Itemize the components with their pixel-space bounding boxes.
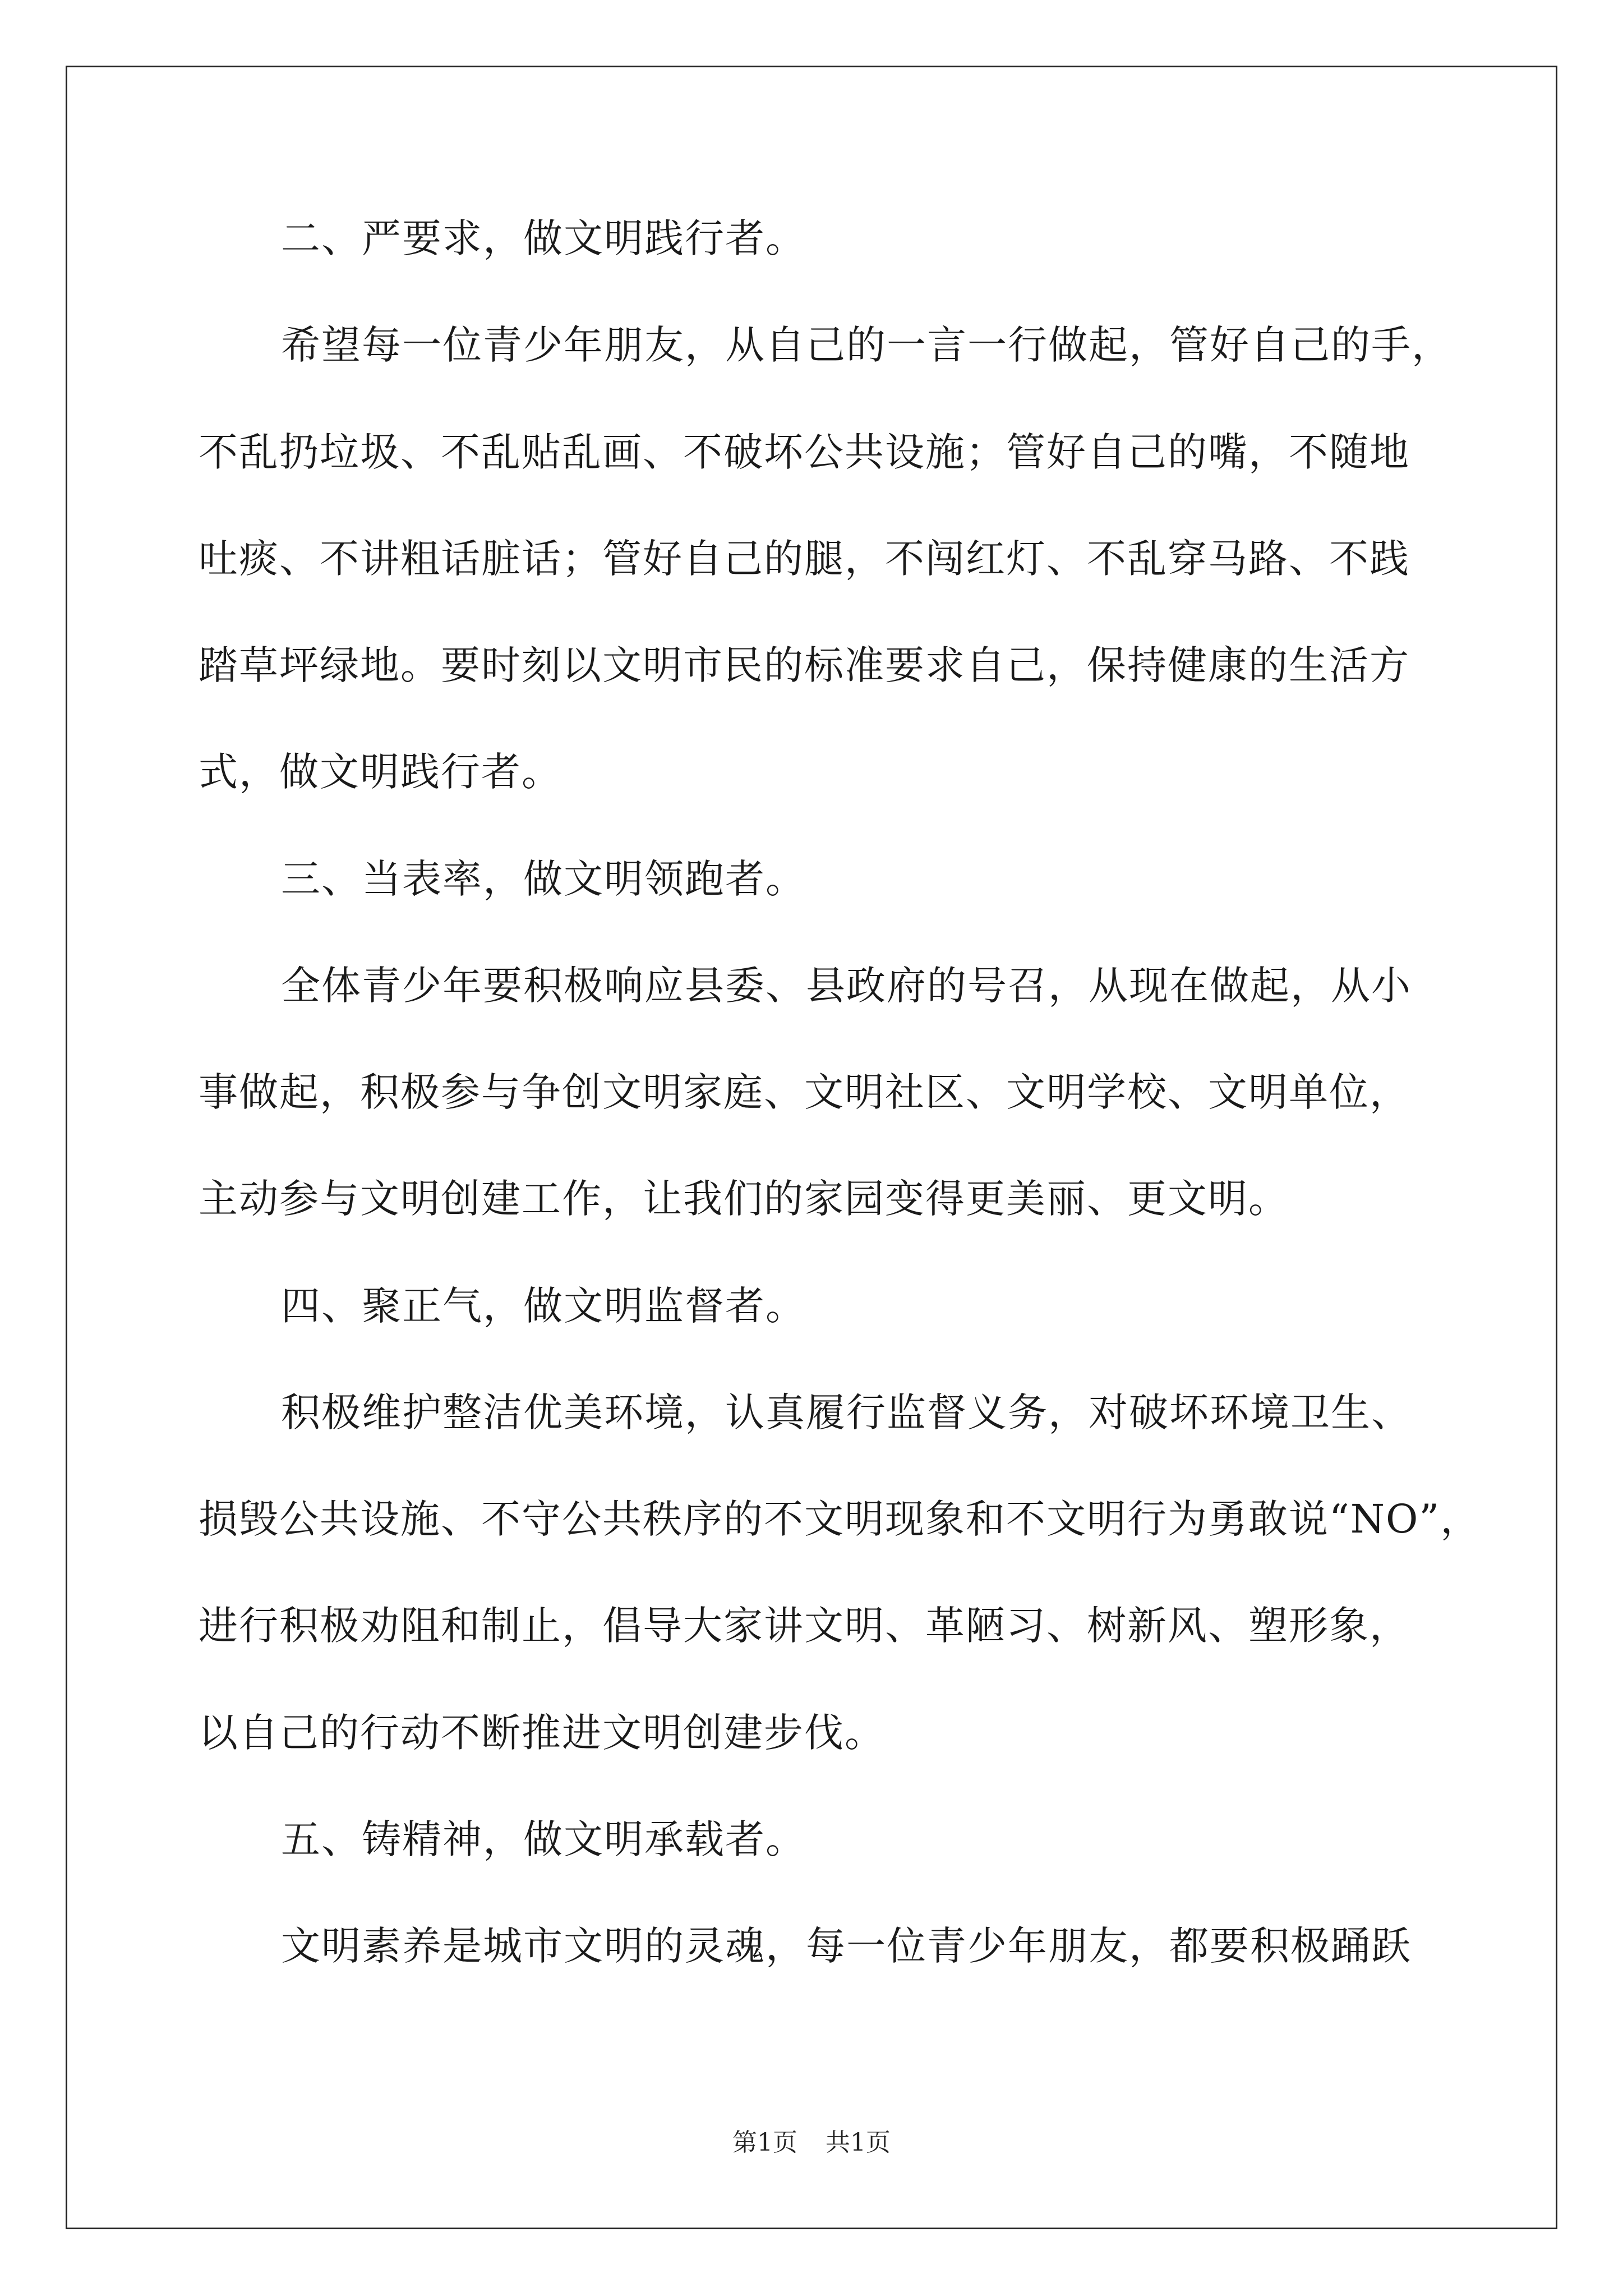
paragraph-line: 吐痰、不讲粗话脏话；管好自己的腿，不闯红灯、不乱穿马路、不践 [199,536,1410,582]
heading-section-3: 三、当表率，做文明领跑者。 [281,856,806,902]
paragraph-line: 全体青少年要积极响应县委、县政府的号召，从现在做起，从小 [281,963,1412,1009]
heading-section-5: 五、铸精神，做文明承载者。 [281,1816,806,1862]
paragraph-line: 希望每一位青少年朋友，从自己的一言一行做起，管好自己的手， [281,322,1452,368]
paragraph-line: 以自己的行动不断推进文明创建步伐。 [199,1710,885,1756]
heading-section-4: 四、聚正气，做文明监督者。 [281,1283,806,1329]
paragraph-line: 不乱扔垃圾、不乱贴乱画、不破坏公共设施；管好自己的嘴，不随地 [199,429,1410,475]
page-number-total: 共1页 [826,2128,891,2157]
paragraph-line: 损毁公共设施、不守公共秩序的不文明现象和不文明行为勇敢说“NO”， [199,1496,1481,1542]
paragraph-line: 进行积极劝阻和制止，倡导大家讲文明、革陋习、树新风、塑形象， [199,1603,1410,1649]
heading-section-2: 二、严要求，做文明践行者。 [281,215,806,261]
paragraph-line: 事做起，积极参与争创文明家庭、文明社区、文明学校、文明单位， [199,1069,1410,1115]
paragraph-line: 积极维护整洁优美环境，认真履行监督义务，对破坏环境卫生、 [281,1389,1412,1435]
paragraph-line: 踏草坪绿地。要时刻以文明市民的标准要求自己，保持健康的生活方 [199,642,1410,688]
paragraph-line: 式，做文明践行者。 [199,749,562,795]
paragraph-line: 主动参与文明创建工作，让我们的家园变得更美丽、更文明。 [199,1176,1289,1222]
page-number-current: 第1页 [732,2128,797,2157]
page-border [66,66,1557,2229]
paragraph-line: 文明素养是城市文明的灵魂，每一位青少年朋友，都要积极踊跃 [281,1923,1412,1969]
page-footer [0,2126,1623,2160]
